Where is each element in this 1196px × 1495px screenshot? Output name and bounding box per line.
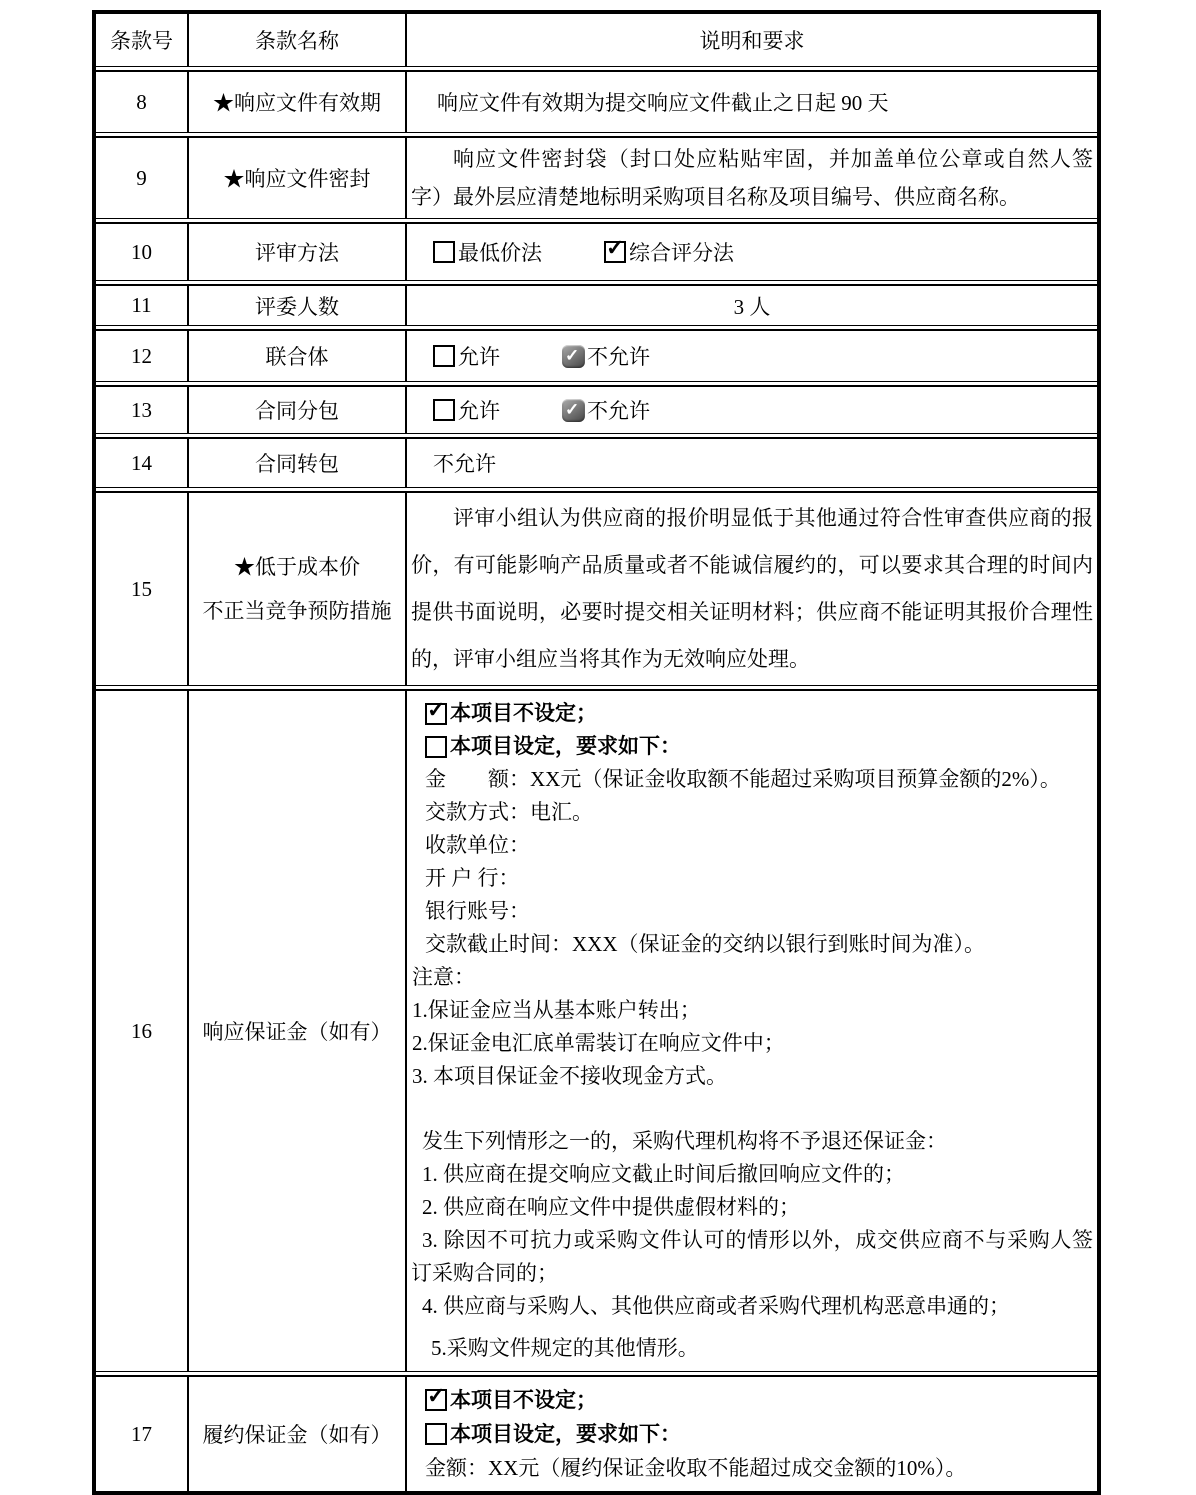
- line-text: 金 额：XX元（保证金收取额不能超过采购项目预算金额的2%）。: [425, 767, 1061, 791]
- line-text: 3. 除因不可抗力或采购文件认可的情形以外，成交供应商不与采购人签订采购合同的；: [411, 1228, 1093, 1285]
- clause-no: 16: [96, 691, 189, 1371]
- clause-name: 评审方法: [189, 224, 407, 280]
- subcontract-options: [411, 395, 1093, 425]
- checkbox-checked-icon: ✓: [604, 241, 626, 263]
- clause-name: ★响应文件有效期: [189, 72, 407, 132]
- clause-no: 15: [96, 493, 189, 685]
- checkbox-checked-icon: ✓: [425, 1389, 447, 1411]
- table-row-clause-13: [96, 385, 1097, 434]
- checkbox-unchecked-icon: [433, 399, 455, 421]
- clause-content: 响应文件有效期为提交响应文件截止之日起 90 天: [437, 91, 889, 115]
- option-label: 允许: [458, 399, 500, 423]
- line-text: 本项目设定，要求如下：: [450, 734, 681, 758]
- table-row-clause-11: [96, 284, 1097, 326]
- header-clause-no: 条款号: [96, 14, 189, 66]
- clause-name: 响应保证金（如有）: [189, 691, 407, 1371]
- line-text: 本项目不设定；: [450, 1388, 597, 1412]
- consortium-options: [411, 341, 1093, 371]
- header-clause-name: 条款名称: [189, 14, 407, 66]
- clause-no: 17: [96, 1377, 189, 1491]
- option-label: 最低价法: [458, 241, 542, 265]
- line-text: 4. 供应商与采购人、其他供应商或者采购代理机构恶意串通的；: [422, 1294, 1010, 1318]
- clause-no: 13: [96, 387, 189, 433]
- clause-content: 不允许: [433, 452, 496, 476]
- line-text: 本项目设定，要求如下：: [450, 1422, 681, 1446]
- line-text: 金额：XX元（履约保证金收取不能超过成交金额的10%）。: [425, 1456, 967, 1480]
- deposit-requirements: [407, 691, 1097, 1371]
- table-header-row: [96, 14, 1097, 67]
- clause-content: 响应文件密封袋（封口处应粘贴牢固，并加盖单位公章或自然人签字）最外层应清楚地标明采购项目名称及项目编号、供应商名称。: [411, 147, 1093, 209]
- clause-no: 9: [96, 138, 189, 218]
- table-row-clause-17: [96, 1375, 1097, 1491]
- clause-name: ★响应文件密封: [189, 138, 407, 218]
- option-label: 综合评分法: [629, 241, 734, 265]
- performance-bond-requirements: [407, 1377, 1097, 1491]
- checkbox-unchecked-icon: [425, 736, 447, 758]
- line-text: 1.保证金应当从基本账户转出；: [412, 998, 701, 1022]
- line-text: 交款截止时间：XXX（保证金的交纳以银行到账时间为准）。: [425, 932, 985, 956]
- checkbox-checked-3d-icon: ✓: [562, 345, 585, 368]
- clauses-table: [92, 10, 1101, 1495]
- checkbox-checked-3d-icon: ✓: [562, 399, 585, 422]
- header-description: 说明和要求: [699, 29, 805, 53]
- clause-name: 履约保证金（如有）: [189, 1377, 407, 1491]
- line-text: 5.采购文件规定的其他情形。: [431, 1336, 699, 1360]
- line-text: 3. 本项目保证金不接收现金方式。: [412, 1064, 727, 1088]
- table-row-clause-10: [96, 222, 1097, 281]
- clause-name-line: ★低于成本价: [234, 555, 360, 579]
- clause-name: 评委人数: [189, 286, 407, 325]
- clause-content: 3 人: [733, 294, 771, 319]
- evaluation-method-options: [411, 237, 1093, 267]
- clause-name-line: 不正当竞争预防措施: [202, 599, 392, 623]
- line-text: 交款方式：电汇。: [425, 800, 593, 824]
- clause-name: 合同分包: [189, 387, 407, 433]
- table-row-clause-9: [96, 136, 1097, 219]
- clause-content: 评审小组认为供应商的报价明显低于其他通过符合性审查供应商的报价，有可能影响产品质量或者不能诚信履约的，可以要求其合理的时间内提供书面说明，必要时提交相关证明材料；供应商不能证明其报价合理性的，评审小组应当将其作为无效响应处理。: [411, 506, 1093, 671]
- clause-name: 联合体: [189, 331, 407, 381]
- clause-no: 11: [96, 286, 189, 325]
- checkbox-unchecked-icon: [433, 241, 455, 263]
- option-label: 不允许: [587, 345, 650, 369]
- checkbox-unchecked-icon: [425, 1423, 447, 1445]
- option-label: 允许: [458, 345, 500, 369]
- table-row-clause-8: [96, 70, 1097, 133]
- line-text: 收款单位：: [425, 833, 530, 857]
- line-text: 2. 供应商在响应文件中提供虚假材料的；: [422, 1195, 800, 1219]
- clause-no: 12: [96, 331, 189, 381]
- option-label: 不允许: [587, 399, 650, 423]
- clause-no: 8: [96, 72, 189, 132]
- line-text: 注意：: [412, 965, 475, 989]
- clause-no: 10: [96, 224, 189, 280]
- line-text: 2.保证金电汇底单需装订在响应文件中；: [412, 1031, 785, 1055]
- line-text: 发生下列情形之一的，采购代理机构将不予退还保证金：: [422, 1129, 947, 1153]
- line-text: 开 户 行：: [425, 866, 520, 890]
- checkbox-checked-icon: ✓: [425, 703, 447, 725]
- line-text: 本项目不设定；: [450, 701, 597, 725]
- line-text: 1. 供应商在提交响应文截止时间后撤回响应文件的；: [422, 1162, 905, 1186]
- line-text: 银行账号：: [425, 899, 530, 923]
- clause-no: 14: [96, 439, 189, 487]
- table-row-clause-12: [96, 329, 1097, 382]
- table-row-clause-14: [96, 437, 1097, 488]
- checkbox-unchecked-icon: [433, 345, 455, 367]
- clause-name: 合同转包: [189, 439, 407, 487]
- table-row-clause-15: [96, 491, 1097, 686]
- table-row-clause-16: [96, 689, 1097, 1372]
